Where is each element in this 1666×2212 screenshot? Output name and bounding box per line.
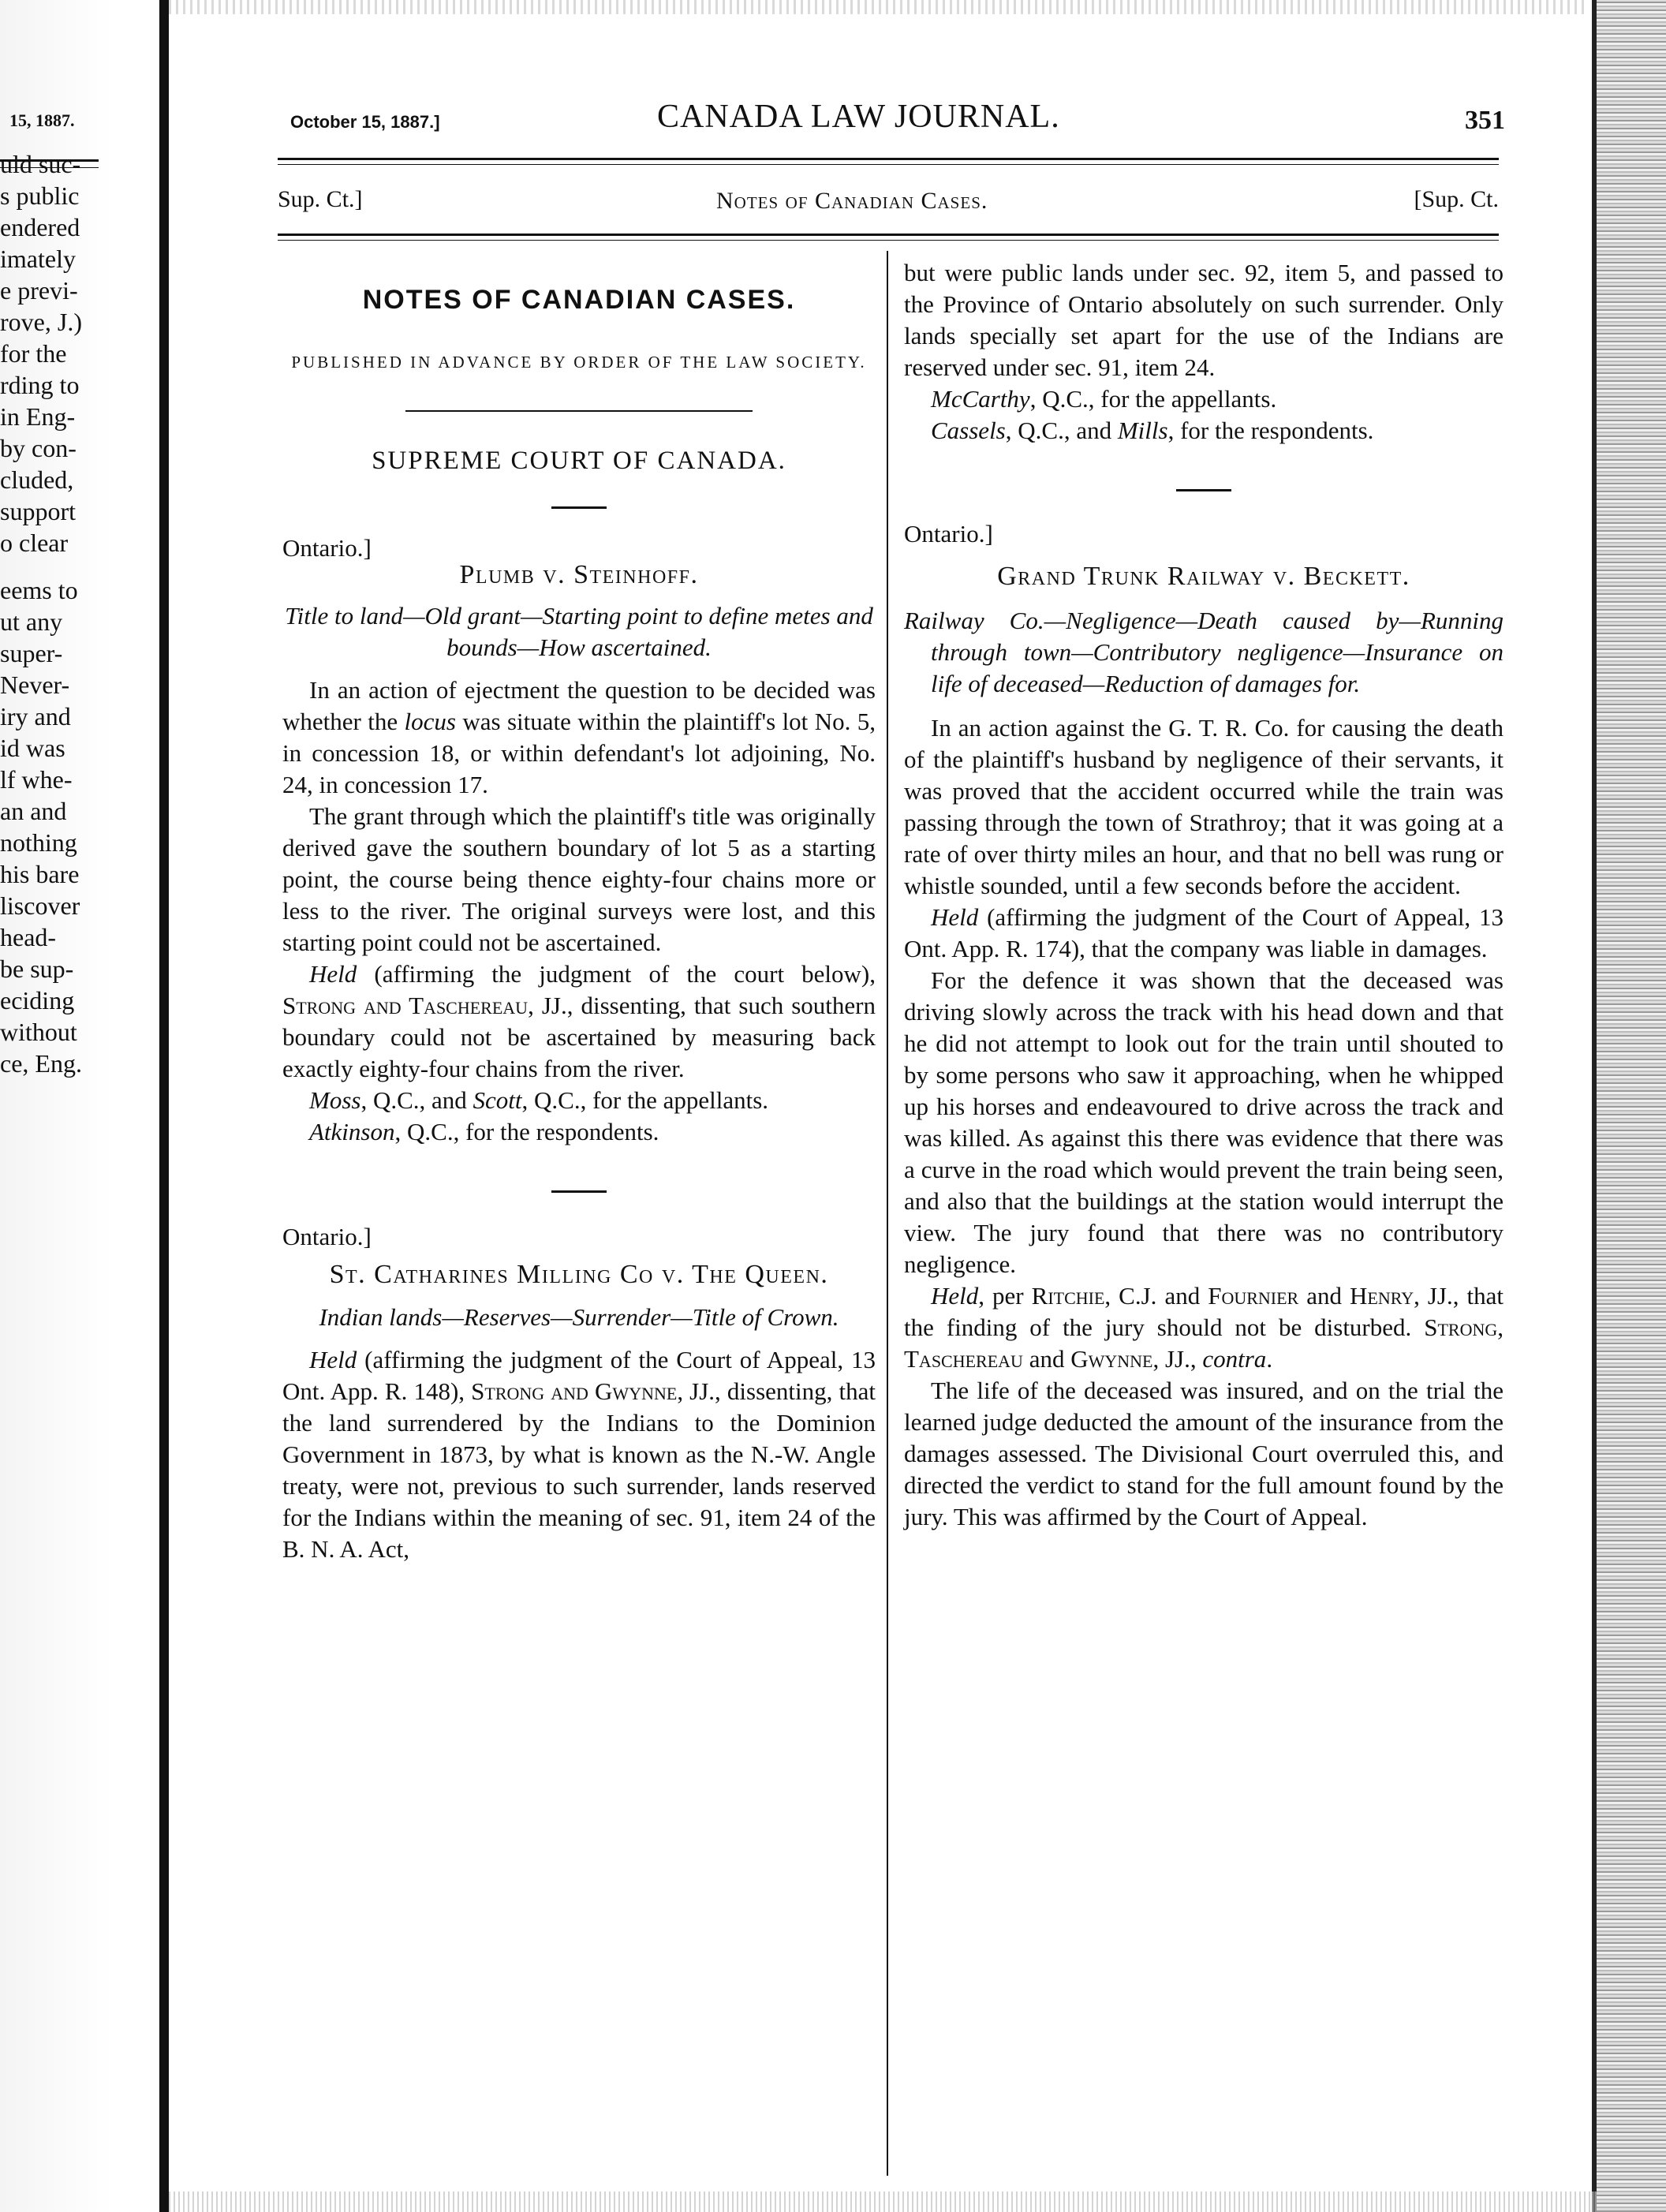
previous-page-line: e previ-: [0, 276, 78, 305]
previous-page-line: uld suc-: [0, 150, 81, 178]
court-heading: SUPREME COURT OF CANADA.: [372, 447, 786, 475]
case-holding: Held (affirming the judgment of the court below), Strong and Taschereau, JJ., dissenting, that such southern boundary could not be ascertained by measuring back exactly eighty-four chains from the river.: [282, 960, 876, 1082]
previous-page-line: super-: [0, 639, 63, 667]
left-column: [282, 284, 876, 1565]
previous-page-line: without: [0, 1018, 77, 1046]
case-title: Plumb v. Steinhoff.: [459, 560, 699, 589]
previous-page-line: in Eng-: [0, 402, 76, 431]
previous-page-line: ce, Eng.: [0, 1049, 82, 1078]
scan-top-noise: [169, 0, 1589, 14]
counsel-line: Atkinson, Q.C., for the respondents.: [309, 1118, 659, 1145]
case-holding: Held (affirming the judgment of the Court of Appeal, 13 Ont. App. R. 148), Strong and Gwynne, JJ., dissenting, that the land surrendered by the Indians to the Dominion Government in 1873, by what is known as the N.-W. Angle treaty, were not, previous to such surrender, lands reserved for the Indians within the meaning of sec. 91, item 24 of the B. N. A. Act,: [282, 1346, 876, 1563]
case-headnote: Title to land—Old grant—Starting point to define metes and bounds—How ascertained.: [285, 602, 873, 661]
province-label: Ontario.]: [904, 520, 993, 547]
short-rule: [551, 506, 607, 509]
previous-page-line: id was: [0, 734, 65, 762]
previous-page-line: rove, J.): [0, 308, 82, 336]
court-left: Sup. Ct.]: [278, 186, 363, 212]
province-label: Ontario.]: [282, 1223, 372, 1250]
case-paragraph: In an action of ejectment the question to be decided was whether the locus was situate within the plaintiff's lot No. 5, in concession 18, or within defendant's lot adjoining, No. 24, in concession 17.: [282, 676, 876, 798]
case-title: St. Catharines Milling Co v. The Queen.: [329, 1260, 829, 1289]
previous-page-line: by con-: [0, 434, 77, 462]
short-rule: [551, 1190, 607, 1193]
previous-page-line: be sup-: [0, 955, 74, 983]
previous-page-line: nothing: [0, 828, 77, 857]
previous-page-line: ut any: [0, 607, 63, 636]
scan-gutter-shadow: [159, 0, 169, 2212]
previous-page-line: cluded,: [0, 465, 74, 494]
case-title: Grand Trunk Railway v. Beckett.: [997, 562, 1410, 591]
case-holding: Held, per Ritchie, C.J. and Fournier and Henry, JJ., that the finding of the jury should not be disturbed. Strong, Taschereau and Gwynne, JJ., contra.: [904, 1282, 1504, 1373]
case-continuation: but were public lands under sec. 92, item 5, and passed to the Province of Ontario absolutely on such surrender. Only lands specially set apart for the use of the Indians are reserved under sec. 91, item 24.: [904, 259, 1504, 381]
court-right: [Sup. Ct.: [1414, 186, 1499, 212]
case-paragraph: For the defence it was shown that the deceased was driving slowly across the track with his head down and that he did not attempt to look out for the train until shouted to by some persons who saw it approaching, when he whipped up his horses and endeavoured to drive across the track and was killed. As against this there was evidence that there was a curve in the road which would prevent the train being seen, and also that the buildings at the station would interrupt the view. The jury found that there was no contributory negligence.: [904, 966, 1504, 1278]
column-divider: [887, 251, 888, 2176]
previous-page-line: eems to: [0, 576, 78, 604]
header-rule: [278, 158, 1499, 160]
case-paragraph: In an action against the G. T. R. Co. for causing the death of the plaintiff's husband by negligence of their servants, it was proved that the accident occurred while the train was passing through the town of Strathroy; that it was going at a rate of over thirty miles an hour, and that no bell was rung or whistle sounded, until a few seconds before the accident.: [904, 714, 1504, 899]
case-holding: Held (affirming the judgment of the Court of Appeal, 13 Ont. App. R. 174), that the company was liable in damages.: [904, 903, 1504, 962]
section-title: Notes of Canadian Cases.: [716, 188, 988, 214]
section-heading: NOTES OF CANADIAN CASES.: [362, 285, 796, 315]
section-subheading: PUBLISHED IN ADVANCE BY ORDER OF THE LAW SOCIETY.: [291, 353, 867, 372]
previous-page-line: s public: [0, 181, 80, 210]
short-rule: [1176, 489, 1231, 491]
section-head: [278, 186, 1499, 218]
case-headnote: Railway Co.—Negligence—Death caused by—Running through town—Contributory negligence—Insurance on life of deceased—Reduction of damages for.: [904, 607, 1504, 697]
page-number: 351: [1465, 106, 1505, 135]
section-rule: [278, 234, 1499, 236]
previous-page-line: lf whe-: [0, 765, 73, 794]
counsel-line: McCarthy, Q.C., for the appellants.: [931, 385, 1277, 413]
header-rule: [278, 164, 1499, 165]
previous-page-line: iry and: [0, 702, 71, 730]
previous-page-date: 15, 1887.: [9, 110, 75, 130]
counsel-line: Moss, Q.C., and Scott, Q.C., for the appellants.: [309, 1086, 769, 1114]
previous-page-line: an and: [0, 797, 67, 825]
province-label: Ontario.]: [282, 534, 372, 562]
previous-page-line: Never-: [0, 671, 70, 699]
previous-page-line: eciding: [0, 986, 75, 1014]
previous-page-line: o clear: [0, 529, 69, 557]
previous-page-line: rding to: [0, 371, 80, 399]
previous-page-line: endered: [0, 213, 80, 241]
case-headnote: Indian lands—Reserves—Surrender—Title of Crown.: [319, 1303, 839, 1331]
scan-right-noise: [1597, 0, 1666, 2212]
right-column: [904, 257, 1504, 1533]
issue-date: October 15, 1887.]: [290, 112, 440, 132]
scan-bottom-noise: [169, 2191, 1597, 2212]
section-rule: [278, 240, 1499, 241]
previous-page-line: support: [0, 497, 76, 525]
running-head: [290, 98, 1505, 145]
case-paragraph: The life of the deceased was insured, and on the trial the learned judge deducted the amount of the insurance from the damages assessed. The Divisional Court overruled this, and directed the verdict to stand for the full amount found by the jury. This was affirmed by the Court of Appeal.: [904, 1377, 1504, 1530]
previous-page-line: for the: [0, 339, 67, 368]
previous-page-line: imately: [0, 245, 76, 273]
previous-page-line: liscover: [0, 891, 80, 920]
case-paragraph: The grant through which the plaintiff's title was originally derived gave the southern boundary of lot 5 as a starting point, the course being thence eighty-four chains more or less to the river. The original surveys were lost, and this starting point could not be ascertained.: [282, 802, 876, 956]
previous-page-line: head-: [0, 923, 57, 951]
counsel-line: Cassels, Q.C., and Mills, for the respondents.: [931, 417, 1374, 444]
previous-page-line: his bare: [0, 860, 80, 888]
journal-title: CANADA LAW JOURNAL.: [657, 99, 1060, 135]
divider-rule: [405, 410, 753, 412]
